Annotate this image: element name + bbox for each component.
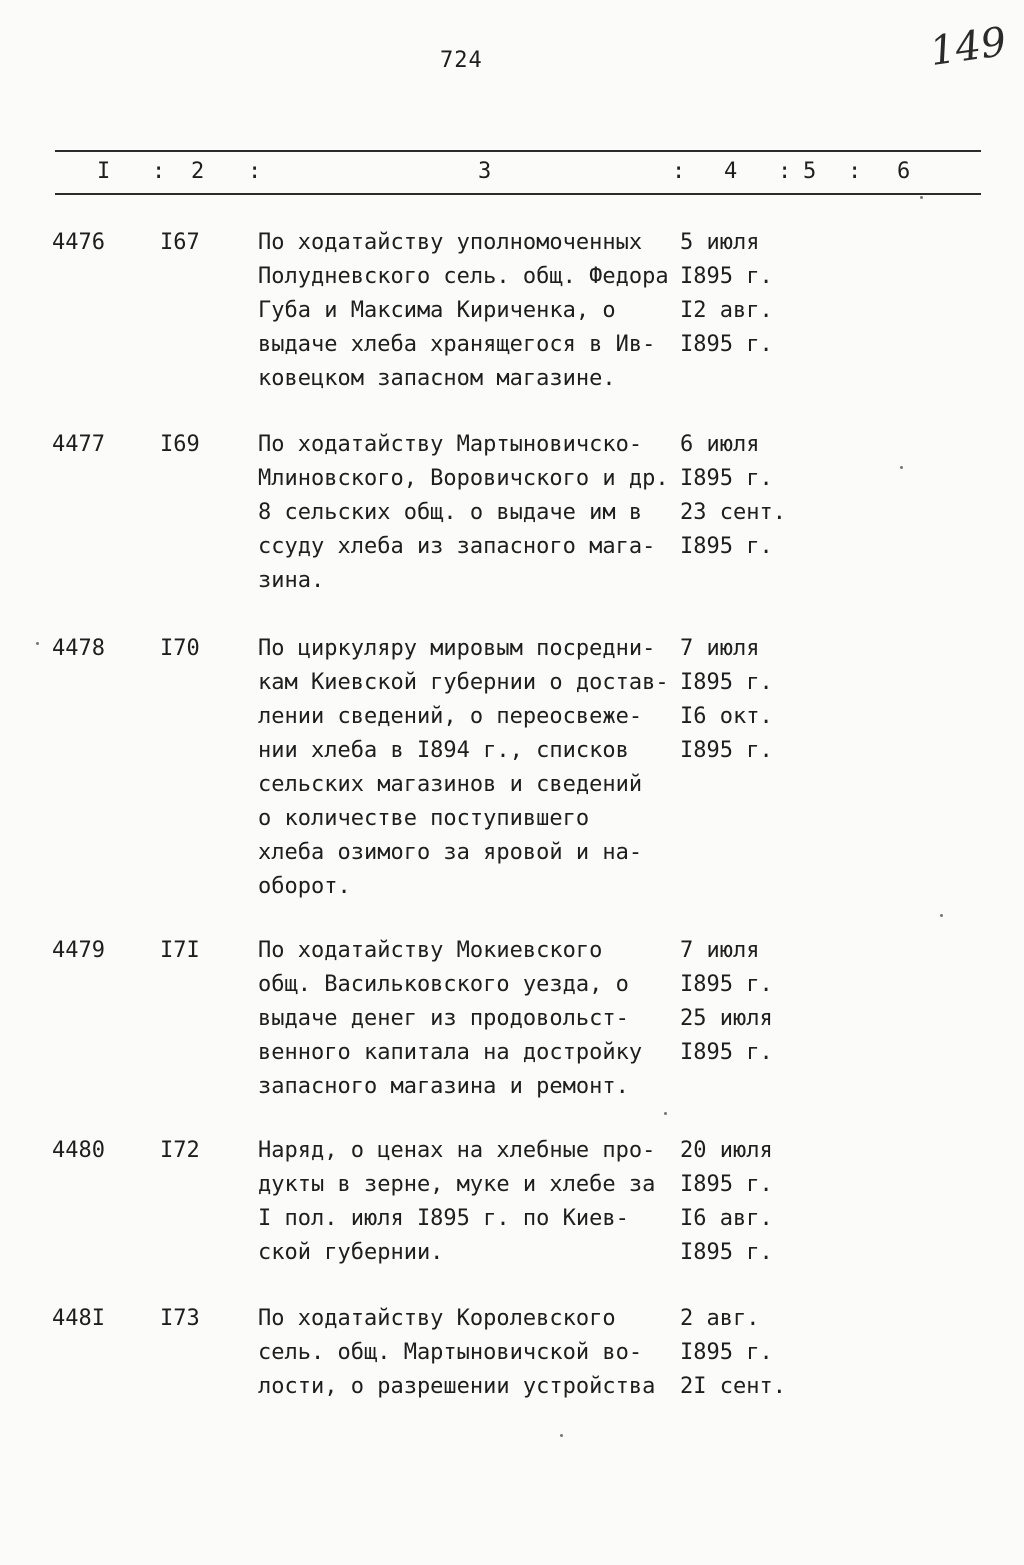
date-line: I6 окт. [680, 704, 773, 729]
description-line: сель. общ. Мартыновичской во- [258, 1340, 643, 1365]
entry-dates [680, 1302, 810, 1404]
entry-number: 4479 [52, 938, 105, 963]
entry-description [258, 428, 683, 598]
description-line: По ходатайству Королевского [258, 1306, 616, 1331]
entry-dates [680, 428, 810, 564]
paper-speck [36, 642, 39, 645]
description-line: 8 сельских общ. о выдаче им в [258, 500, 643, 525]
description-line: Полудневского сель. общ. Федора [258, 264, 669, 289]
description-line: кам Киевской губернии о достав- [258, 670, 669, 695]
page-number: 724 [440, 48, 483, 73]
column-separator: : [672, 159, 686, 184]
description-line: общ. Васильковского уезда, о [258, 972, 629, 997]
description-line: сельских магазинов и сведений [258, 772, 643, 797]
description-line: оборот. [258, 874, 351, 899]
column-separator: : [848, 159, 862, 184]
column-header-5: 5 [803, 159, 817, 184]
date-line: I6 авг. [680, 1206, 773, 1231]
header-rule-top [55, 150, 981, 152]
date-line: 7 июля [680, 938, 760, 963]
entry-sheet: I69 [160, 432, 200, 457]
date-line: 2 авг. [680, 1306, 760, 1331]
column-separator: : [248, 159, 262, 184]
archive-sheet-number: 149 [927, 18, 1010, 76]
description-line: о количестве поступившего [258, 806, 590, 831]
description-line: выдаче хлеба хранящегося в Ив- [258, 332, 656, 357]
date-line: I895 г. [680, 1340, 773, 1365]
description-line: выдаче денег из продовольст- [258, 1006, 629, 1031]
date-line: I895 г. [680, 738, 773, 763]
entry-description [258, 1302, 683, 1404]
date-line: I895 г. [680, 1240, 773, 1265]
column-header-4: 4 [724, 159, 738, 184]
entry-dates [680, 226, 810, 362]
date-line: 20 июля [680, 1138, 773, 1163]
column-separator: : [152, 159, 166, 184]
description-line: запасного магазина и ремонт. [258, 1074, 629, 1099]
description-line: нии хлеба в I894 г., списков [258, 738, 629, 763]
date-line: 7 июля [680, 636, 760, 661]
entry-description [258, 934, 683, 1104]
date-line: I895 г. [680, 1172, 773, 1197]
paper-speck [560, 1434, 563, 1437]
entry-sheet: I73 [160, 1306, 200, 1331]
column-header-6: 6 [897, 159, 911, 184]
date-line: I895 г. [680, 972, 773, 997]
entry-sheet: I72 [160, 1138, 200, 1163]
date-line: 5 июля [680, 230, 760, 255]
description-line: Губа и Максима Кириченка, о [258, 298, 616, 323]
description-line: лости, о разрешении устройства [258, 1374, 656, 1399]
entry-dates [680, 934, 810, 1070]
description-line: дукты в зерне, муке и хлебе за [258, 1172, 656, 1197]
date-line: I895 г. [680, 534, 773, 559]
column-header-1: I [97, 159, 111, 184]
entry-dates [680, 1134, 810, 1270]
entry-description [258, 1134, 683, 1270]
description-line: Наряд, о ценах на хлебные про- [258, 1138, 656, 1163]
date-line: 25 июля [680, 1006, 773, 1031]
paper-speck [940, 914, 943, 917]
column-header-3: 3 [478, 159, 492, 184]
date-line: I895 г. [680, 264, 773, 289]
date-line: I895 г. [680, 1040, 773, 1065]
entry-sheet: I7I [160, 938, 200, 963]
date-line: 6 июля [680, 432, 760, 457]
entry-description [258, 632, 683, 904]
description-line: По ходатайству Мокиевского [258, 938, 603, 963]
column-separator: : [778, 159, 792, 184]
description-line: ской губернии. [258, 1240, 444, 1265]
entry-number: 448I [52, 1306, 105, 1331]
description-line: Млиновского, Воровичского и др. [258, 466, 669, 491]
column-header-2: 2 [191, 159, 205, 184]
entry-number: 4476 [52, 230, 105, 255]
paper-speck [664, 1112, 667, 1115]
paper-speck [920, 196, 923, 199]
description-line: венного капитала на достройку [258, 1040, 643, 1065]
entry-number: 4477 [52, 432, 105, 457]
description-line: I пол. июля I895 г. по Киев- [258, 1206, 629, 1231]
description-line: По циркуляру мировым посредни- [258, 636, 656, 661]
entry-description [258, 226, 683, 396]
description-line: зина. [258, 568, 325, 593]
date-line: I2 авг. [680, 298, 773, 323]
description-line: хлеба озимого за яровой и на- [258, 840, 643, 865]
date-line: I895 г. [680, 466, 773, 491]
entry-number: 4478 [52, 636, 105, 661]
date-line: 2I сент. [680, 1374, 786, 1399]
paper-speck [900, 466, 903, 469]
description-line: ссуду хлеба из запасного мага- [258, 534, 656, 559]
description-line: По ходатайству Мартыновичско- [258, 432, 643, 457]
description-line: По ходатайству уполномоченных [258, 230, 643, 255]
date-line: I895 г. [680, 670, 773, 695]
entry-sheet: I67 [160, 230, 200, 255]
entry-number: 4480 [52, 1138, 105, 1163]
description-line: лении сведений, о переосвеже- [258, 704, 643, 729]
date-line: I895 г. [680, 332, 773, 357]
header-rule-bottom [55, 193, 981, 195]
description-line: ковецком запасном магазине. [258, 366, 616, 391]
entry-dates [680, 632, 810, 768]
entry-sheet: I70 [160, 636, 200, 661]
date-line: 23 сент. [680, 500, 786, 525]
